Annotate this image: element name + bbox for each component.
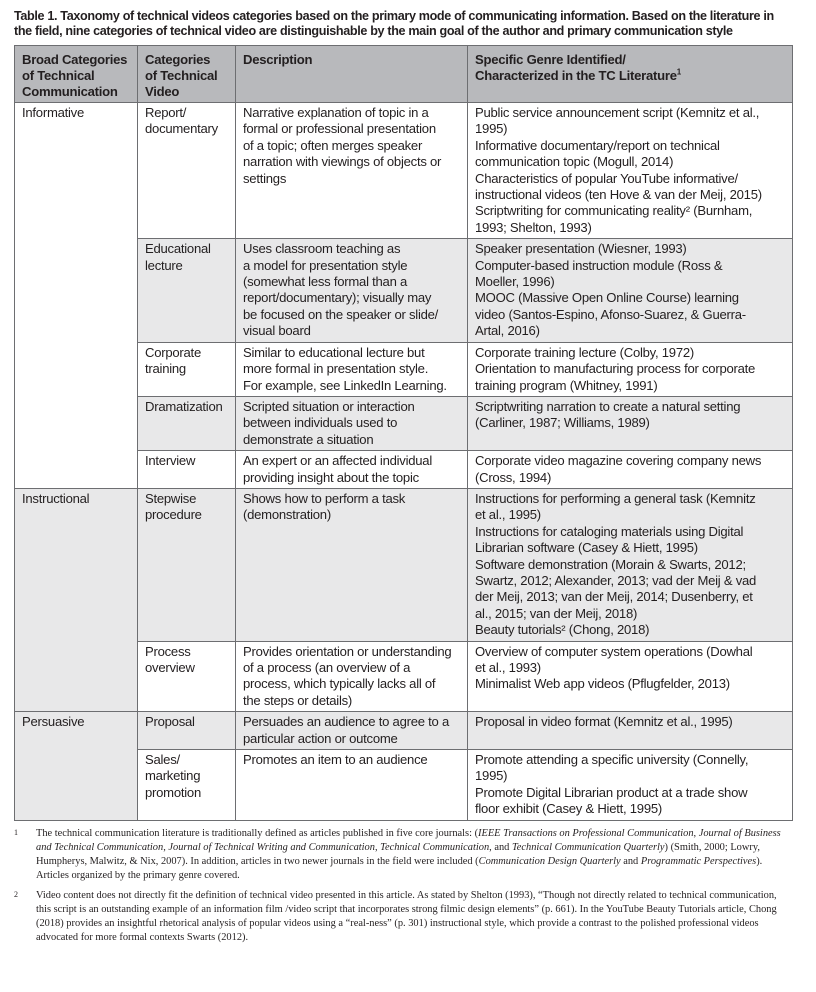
footnote-text: ). Articles organized by the primary genre covered. — [36, 855, 763, 881]
genre-cell-line: (Cross, 1994) — [475, 469, 552, 485]
video-category-cell — [138, 488, 236, 641]
header-broad-categories: Broad Categories of Technical Communication — [15, 46, 138, 103]
genre-cell — [468, 488, 793, 641]
genre-cell-line: Corporate video magazine covering company news — [475, 453, 762, 469]
description-cell-line: of a process (an overview of a — [243, 660, 411, 675]
genre-cell-line: et al., 1993) — [475, 660, 541, 675]
footnote-text: Communication Design Quarterly — [478, 855, 621, 867]
genre-cell — [468, 103, 793, 239]
genre-cell — [468, 712, 793, 750]
footnote-text: , and — [489, 841, 512, 853]
video-category-cell — [138, 750, 236, 821]
description-cell-line: settings — [243, 170, 287, 186]
genre-cell — [468, 239, 793, 342]
description-cell-line: report/documentary); visually may — [243, 290, 432, 306]
footnote-text: ) (Smith, 2000; Lowry, Humpherys, Malwitz, & Nix, 2007). In addition, articles in two newer journals in the field were included ( — [36, 841, 760, 867]
video-category-cell-line: marketing — [145, 768, 201, 784]
genre-cell-line: 1993; Shelton, 1993) — [475, 219, 592, 235]
description-cell-line: narration with viewings of objects or — [243, 154, 442, 170]
genre-cell-line: 1995) — [475, 768, 508, 784]
genre-cell-line: Orientation to manufacturing process for corporate — [475, 361, 756, 377]
footnote-text: Programmatic Perspectives — [640, 855, 757, 867]
genre-cell-line: Public service announcement script (Kemnitz et al., — [475, 105, 760, 120]
header-video-categories: Categories of Technical Video — [138, 46, 236, 103]
description-cell — [236, 342, 468, 396]
footnote-text: and — [620, 855, 641, 867]
genre-cell-line: Instructions for performing a general task (Kemnitz — [475, 490, 756, 506]
footnotes — [14, 827, 794, 945]
genre-cell-line: 1995) — [475, 121, 508, 137]
video-category-cell-line: Report/ — [145, 105, 187, 120]
footnote-ref: 1 — [676, 67, 681, 77]
genre-cell-line: Scriptwriting narration to create a natural setting — [475, 398, 741, 414]
footnote-text: Journal of Technical Writing and Communication — [168, 841, 375, 853]
description-cell — [236, 103, 468, 239]
description-cell-line: Similar to educational lecture but — [243, 344, 425, 360]
description-cell-line: For example, see LinkedIn Learning. — [243, 377, 447, 393]
description-cell-line: of a topic; often merges speaker — [243, 137, 423, 153]
genre-cell-line: Artal, 2016) — [475, 323, 540, 339]
video-category-cell-line: Stepwise — [145, 490, 197, 506]
description-cell — [236, 239, 468, 342]
genre-cell — [468, 396, 793, 450]
footnote-text: , — [693, 827, 699, 839]
video-category-cell-line: training — [145, 361, 186, 377]
description-cell-line: Scripted situation or interaction — [243, 398, 415, 414]
genre-cell — [468, 641, 793, 712]
table-row — [15, 488, 793, 641]
video-category-cell-line: overview — [145, 660, 195, 675]
description-cell-line: An expert or an affected individual — [243, 453, 432, 469]
description-cell-line: a model for presentation style — [243, 257, 408, 273]
genre-cell-line: Informative documentary/report on technical — [475, 137, 720, 153]
broad-category-cell: Instructional — [15, 488, 138, 711]
footnote-text: Video content does not directly fit the definition of technical video presented in this article. As stated by Shelton (1993), “Though not directly related to technical communication, this script is an outstanding example of an information film /video script that incorporates strong filmic design elements” (p. 661). In the YouTube Beauty Tutorials article, Chong (2018) provides an insightful rhetorical analysis of popular videos using a “real-ness” (p. 301) instructional style, which provide a contrast to the polished professional videos advocated for more formal contexts Swarts (2012). — [36, 889, 777, 943]
video-category-cell-line: promotion — [145, 784, 201, 800]
genre-cell-line: Overview of computer system operations (Dowhal — [475, 643, 753, 659]
description-cell — [236, 750, 468, 821]
header-specific-genre: Specific Genre Identified/ Characterized in the TC Literature$^1$ — [468, 46, 793, 103]
genre-cell — [468, 451, 793, 489]
description-cell-line: Promotes an item to an audience — [243, 752, 428, 768]
video-category-cell-line: Sales/ — [145, 752, 180, 768]
footnote — [14, 889, 794, 945]
video-category-cell — [138, 103, 236, 239]
description-cell-line: visual board — [243, 323, 311, 339]
video-category-cell — [138, 342, 236, 396]
table-row — [15, 712, 793, 750]
video-category-cell-line: Corporate — [145, 344, 201, 360]
description-cell — [236, 712, 468, 750]
table-caption: Table 1. Taxonomy of technical videos categories based on the primary mode of communicating information. Based on the literature in the field, nine categories of technical video are distinguishable by the main goal of the author and primary communication style — [14, 9, 774, 38]
video-category-cell-line: Proposal — [145, 714, 195, 730]
document-page — [14, 9, 792, 951]
description-cell — [236, 641, 468, 712]
video-category-cell-line: lecture — [145, 257, 183, 273]
genre-cell-line: Speaker presentation (Wiesner, 1993) — [475, 241, 687, 257]
genre-cell-line: floor exhibit (Casey & Hiett, 1995) — [475, 801, 663, 817]
genre-cell-line: MOOC (Massive Open Online Course) learning — [475, 290, 739, 306]
genre-cell-line: al., 2015; van der Meij, 2018) — [475, 605, 638, 621]
description-cell — [236, 451, 468, 489]
video-category-cell-line: Educational — [145, 241, 211, 257]
description-cell-line: process, which typically lacks all of — [243, 676, 436, 692]
description-cell-line: providing insight about the topic — [243, 469, 419, 485]
footnote-text: , — [374, 841, 381, 853]
genre-cell-line: instructional videos (ten Hove & van der Meij, 2015) — [475, 187, 762, 203]
description-cell-line: Provides orientation or understanding — [243, 643, 452, 659]
footnote-text: The technical communication literature is traditionally defined as articles published in five core journals: ( — [36, 827, 479, 839]
description-cell-line: between individuals used to — [243, 415, 398, 431]
description-cell-line: Persuades an audience to agree to a — [243, 714, 449, 730]
genre-cell-line: Moeller, 1996) — [475, 274, 555, 290]
genre-cell-line: Software demonstration (Morain & Swarts, 2012; — [475, 556, 746, 572]
video-category-cell-line: Interview — [145, 453, 196, 469]
table-body — [15, 103, 793, 821]
header-description: Description — [236, 46, 468, 103]
video-category-cell-line: Dramatization — [145, 398, 223, 414]
genre-cell-line: video (Santos-Espino, Afonso-Suarez, & Guerra- — [475, 306, 746, 322]
description-cell-line: (somewhat less formal than a — [243, 274, 408, 290]
description-cell-line: the steps or details) — [243, 692, 353, 708]
video-category-cell — [138, 239, 236, 342]
genre-cell-line: communication topic (Mogull, 2014) — [475, 154, 674, 170]
genre-cell-line: Beauty tutorials² (Chong, 2018) — [475, 622, 650, 638]
video-category-cell — [138, 396, 236, 450]
description-cell — [236, 488, 468, 641]
genre-cell-line: training program (Whitney, 1991) — [475, 377, 658, 393]
footnote-text: Journal of Business and Technical Communication — [36, 827, 781, 853]
description-cell-line: more formal in presentation style. — [243, 361, 429, 377]
table-row — [15, 103, 793, 239]
footnote-text: IEEE Transactions on Professional Communication — [478, 827, 694, 839]
genre-cell-line: Minimalist Web app videos (Pflugfelder, 2013) — [475, 676, 730, 692]
footnote-marker: 2 — [14, 889, 18, 899]
table-header-row — [15, 46, 793, 103]
genre-cell-line: Librarian software (Casey & Hiett, 1995) — [475, 540, 698, 556]
genre-cell-line: Scriptwriting for communicating reality² (Burnham, — [475, 203, 753, 219]
footnote-marker: 1 — [14, 827, 18, 837]
broad-category-cell: Persuasive — [15, 712, 138, 820]
video-category-cell-line: documentary — [145, 121, 218, 137]
description-cell-line: (demonstration) — [243, 507, 331, 523]
description-cell-line: be focused on the speaker or slide/ — [243, 306, 439, 322]
genre-cell-line: (Carliner, 1987; Williams, 1989) — [475, 415, 650, 431]
genre-cell-line: Promote Digital Librarian product at a trade show — [475, 784, 748, 800]
description-cell-line: Uses classroom teaching as — [243, 241, 401, 257]
genre-cell-line: Swartz, 2012; Alexander, 2013; vad der Meij & vad — [475, 572, 757, 588]
description-cell-line: formal or professional presentation — [243, 121, 436, 137]
description-cell-line: Shows how to perform a task — [243, 490, 406, 506]
description-cell-line: demonstrate a situation — [243, 431, 374, 447]
video-category-cell — [138, 712, 236, 750]
description-cell-line: Narrative explanation of topic in a — [243, 105, 429, 120]
video-category-cell — [138, 641, 236, 712]
video-category-cell — [138, 451, 236, 489]
genre-cell-line: Computer-based instruction module (Ross & — [475, 257, 723, 273]
description-cell — [236, 396, 468, 450]
genre-cell-line: der Meij, 2013; van der Meij, 2014; Dusenberry, et — [475, 589, 753, 605]
video-category-cell-line: procedure — [145, 507, 202, 523]
genre-cell-line: Proposal in video format (Kemnitz et al., 1995) — [475, 714, 733, 730]
genre-cell-line: et al., 1995) — [475, 507, 541, 523]
genre-cell — [468, 750, 793, 821]
footnote — [14, 827, 794, 883]
video-category-cell-line: Process — [145, 643, 191, 659]
taxonomy-table — [14, 45, 793, 821]
description-cell-line: particular action or outcome — [243, 730, 398, 746]
footnote-text: Technical Communication Quarterly — [511, 841, 665, 853]
broad-category-cell: Informative — [15, 103, 138, 489]
genre-cell-line: Promote attending a specific university (Connelly, — [475, 752, 749, 768]
footnote-text: Technical Communication — [380, 841, 490, 853]
genre-cell — [468, 342, 793, 396]
footnote-text: , — [163, 841, 169, 853]
genre-cell-line: Corporate training lecture (Colby, 1972) — [475, 344, 695, 360]
genre-cell-line: Instructions for cataloging materials using Digital — [475, 523, 744, 539]
genre-cell-line: Characteristics of popular YouTube informative/ — [475, 170, 738, 186]
